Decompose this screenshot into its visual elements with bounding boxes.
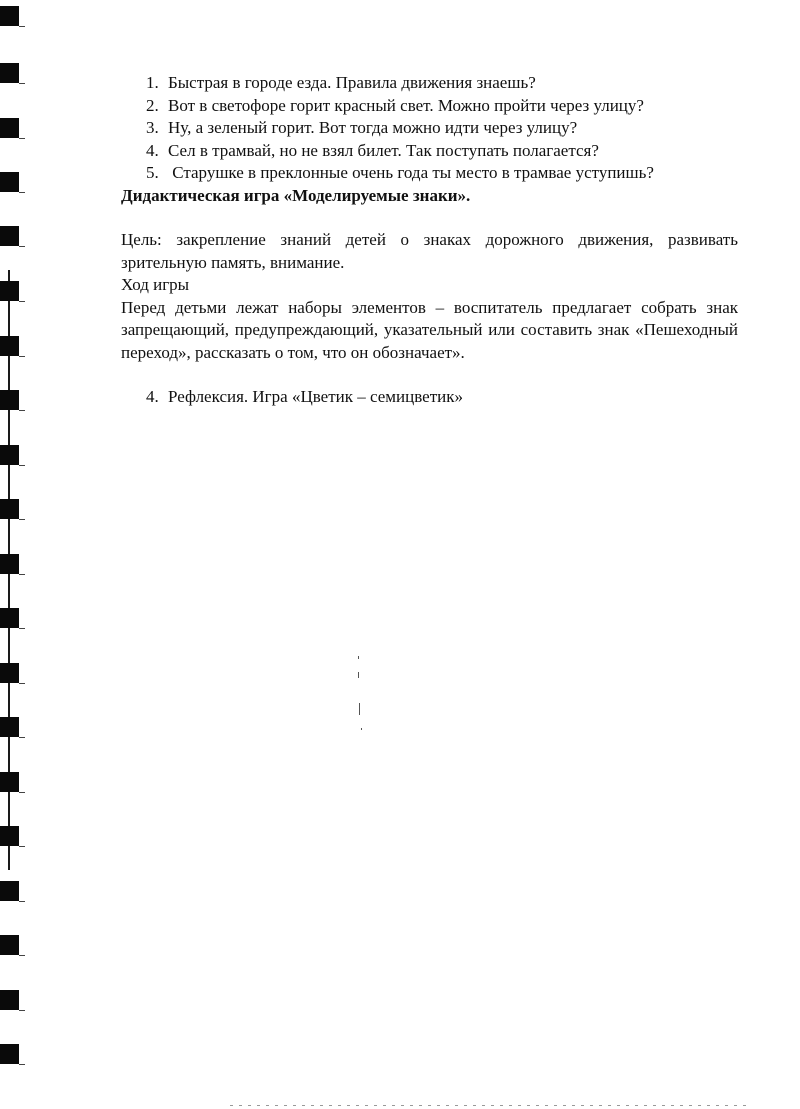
binding-strip <box>0 0 28 1109</box>
list-item-number: 2. <box>146 95 159 115</box>
page-content <box>121 72 738 409</box>
list-item <box>121 117 738 140</box>
binding-hole <box>0 935 19 955</box>
reflection-item <box>121 386 738 409</box>
list-item-text: Старушке в преклонные очень года ты место в трамвае уступишь? <box>168 163 654 182</box>
list-item-text: Быстрая в городе езда. Правила движения знаешь? <box>168 73 536 92</box>
binding-hole <box>0 772 19 792</box>
binding-hole <box>0 990 19 1010</box>
scan-speck <box>359 703 360 715</box>
list-item <box>121 140 738 163</box>
scan-speck <box>361 728 362 730</box>
binding-hole <box>0 172 19 192</box>
binding-hole <box>0 717 19 737</box>
list-item-text: Вот в светофоре горит красный свет. Можно пройти через улицу? <box>168 95 644 115</box>
scan-edge-noise <box>230 1105 750 1106</box>
binding-hole <box>0 445 19 465</box>
binding-hole <box>0 499 19 519</box>
list-item-number: 1. <box>146 73 159 92</box>
binding-hole <box>0 881 19 901</box>
scan-speck <box>358 672 359 678</box>
list-item <box>121 95 738 118</box>
binding-hole <box>0 554 19 574</box>
binding-hole <box>0 63 19 83</box>
list-item <box>121 162 738 185</box>
list-item-text: Ну, а зеленый горит. Вот тогда можно идти через улицу? <box>168 118 578 137</box>
binding-hole <box>0 663 19 683</box>
binding-hole <box>0 390 19 410</box>
procedure-label: Ход игры <box>121 275 190 294</box>
scan-speck <box>358 656 359 659</box>
binding-hole <box>0 1044 19 1064</box>
goal-paragraph: Цель: закрепление знаний детей о знаках дорожного движения, развивать зрительную память, внимание. <box>121 230 738 272</box>
binding-hole <box>0 6 19 26</box>
list-item <box>121 72 738 95</box>
list-item-number: 3. <box>146 118 159 137</box>
binding-hole <box>0 336 19 356</box>
procedure-paragraph: Перед детьми лежат наборы элементов – воспитатель предлагает собрать знак запрещающий, предупреждающий, указательный или составить знак «Пешеходный переход», рассказать о том, что он обозначает». <box>121 297 738 362</box>
list-item-number: 4. <box>146 140 159 160</box>
game-heading: Дидактическая игра «Моделируемые знаки». <box>121 185 471 205</box>
binding-hole <box>0 608 19 628</box>
list-item-text: Сел в трамвай, но не взял билет. Так поступать полагается? <box>168 140 599 160</box>
binding-hole <box>0 826 19 846</box>
list-item-number: 5. <box>146 163 159 182</box>
list-item-number: 4. <box>146 387 159 406</box>
binding-hole <box>0 226 19 246</box>
binding-hole <box>0 118 19 138</box>
list-item-text: Рефлексия. Игра «Цветик – семицветик» <box>168 387 463 406</box>
spacer <box>121 207 738 229</box>
question-list <box>121 72 738 185</box>
binding-hole <box>0 281 19 301</box>
